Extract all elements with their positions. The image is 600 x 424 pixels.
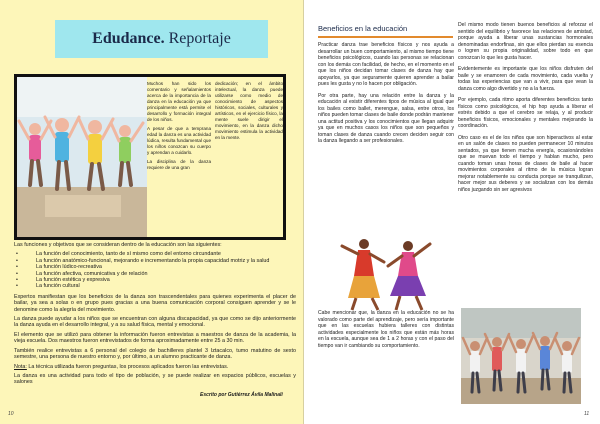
list-item: • La función del conocimiento, tanto de sí mismo como del entorno circundante xyxy=(14,251,296,257)
body-paragraph: Expertos manifiestan que los beneficios de la danza son trascendentales para quienes experimenta el placer de bailar, ya sea a solas o en grupo pues gracias a una buena comunicación corporal consiguen aprender y se le denomine como la alegría del movimiento. xyxy=(14,293,296,313)
closing-paragraph: La danza es una actividad para todo el tipo de población, y se puede realizar en espacios públicos, escuelas y salones xyxy=(14,372,296,386)
body-paragraph: También realice entrevistas a 6 personal del colegio de bachilleres plantel 3 Iztacalco, tumo matutino de sexto semestre, una persona de nuestro entorno y, por último, a un alumno practicante de danza. xyxy=(14,347,296,361)
body-paragraph: Cabe mencionar que, la danza en la educación no se ha valorado como parte del aprendizaje, pero sería importante que en las escuelas hubiera talleres con distintas actividades especialmente los niños que están más horas en la escuela, aunque sea de 1 a 2 horas y con el paso del tiempo van ir cambiando su comportamiento. xyxy=(318,310,454,349)
dancers-photo xyxy=(320,232,450,312)
section-heading: Beneficios en la educación xyxy=(318,24,453,38)
article-paragraph: La disciplina de la danza requiere de una gran xyxy=(147,159,211,170)
functions-list xyxy=(14,251,296,289)
title-sub: Reportaje xyxy=(168,30,231,47)
note-label: Nota: xyxy=(14,363,27,370)
children-dance-class-photo xyxy=(17,77,147,237)
body-paragraph: Del mismo modo tienen buenos beneficios al reforzar el sentido del equilibrio y favorece las relaciones de amistad, porque ayuda a liberar unas sustancias hormonales denominadas endorfinas, sin que ellos pierdan su esencia o logren su propia originalidad, sobre todo en que conozcan lo que les gusta hacer. xyxy=(458,22,593,61)
page-number-right: 11 xyxy=(584,411,590,417)
list-item: • La función estética y expresiva xyxy=(14,277,296,283)
article-paragraph: dedicación; en el ámbito intelectual, la danza puede utilizarse como medio de conocimiento de aspectos históricos, sociales, culturales y artísticos, en el ejercicio físico, la mente suele dirigir el movimiento, en la danza dicho movimiento estimula la actividad en la mente. xyxy=(215,81,283,140)
note-text: La técnica utilizada fueron preguntas, los procesos aplicados fueron las entrevistas. xyxy=(26,363,229,370)
body-paragraph: La danza puede ayudar a los niños que se encuentran con alguna discapacidad, ya que como se dijo anteriormente la danza ayuda en el desarrollo integral, y a su salud física, mental y emocional. xyxy=(14,316,296,329)
functions-intro: Las funciones y objetivos que se consideran dentro de la educación son las siguientes: xyxy=(14,242,222,248)
body-paragraph: Otro caso es el de los niños que son hiperactivos al estar en un salón de clases no pueden permanecer 10 minutos sentados, ya que tienen mucha energía, ocasionándoles que se muevan todo el tiempo y hablan mucho, pero cuando toman unas horas de clases de baile al hacer movimientos corporales al ritmo de la música logran mejorar notablemente su conducta porque se tranquilizan, hacer mejor sus deberes y se socializan con los demás niños juzgando sin ser agresivos xyxy=(458,134,593,193)
title-box xyxy=(55,20,268,58)
body-paragraph: Practicar danza trae beneficios físicos y nos ayuda a desarrollar un buen comportamiento, al mismo tiempo tiene beneficios psicológicos, cuando las personas se relacionan con los demás con facilidad, de hecho, en el momento en el que los niños decidan tomar clases de danza hay que apoyarlos, ya que seguramente quieren aprender a bailar pues les gusta y no lo hacen por obligación. xyxy=(318,42,454,87)
body-paragraph: El elemento que se utilizó para obtener la información fueron entrevistas a maestros de danza de la academia, la vieja escuela. Dos maestros fueron entrevistados de forma aproximadamente entre 25 a 30 min. xyxy=(14,331,296,345)
classroom-dance-photo xyxy=(461,308,581,404)
author-signature: Escrito por Gutiérrez Ávila Malinali xyxy=(200,392,283,398)
article-box xyxy=(14,74,286,240)
page-spine xyxy=(303,0,304,424)
title-main: Edudance. xyxy=(92,30,165,47)
list-item: • La función afectiva, comunicativa y de relación xyxy=(14,271,296,277)
body-paragraph: Por otra parte, hay una relación entre la danza y la educación al existir diferentes tipos de música al igual que los bailes como ballet, merengue, salsa, entre otros, los niños pueden tomar clases de baile donde podrán mantener una actitud positiva y los conocimientos que llegan adquirir ya que en muchos casos los niños que son pequeños y toman clases de danza cuando crecen deciden seguir con la danza llegando a ser profesionales. xyxy=(318,92,454,144)
left-body-text xyxy=(14,242,296,389)
list-item: • La función lúdico-recreativa xyxy=(14,264,296,270)
note-line xyxy=(14,364,296,370)
right-column-1 xyxy=(318,42,454,150)
list-item: • La función anatómico-funcional, mejorando e incrementando la propia capacidad motriz y la salud xyxy=(14,258,296,264)
right-column-2 xyxy=(458,22,593,198)
body-paragraph: Evidentemente es importante que los niños disfruten del baile y se enamoren de cada movimiento, cada vuelta y todas las experiencias que van a vivir, para que vean la danza como algo divertido y no a la fuerza. xyxy=(458,66,593,92)
article-paragraph: A pesar de que a temprana edad la danza es una actividad lúdica, resulta fundamental que los niños conozcan su cuerpo y aprendan a cuidarlo. xyxy=(147,126,211,155)
article-paragraph: Muchos han sido los comentario y señalamientos acerca de la importancia de la danza en la educación ya que principalmente está permite el desarrollo y formación integral de los niños. xyxy=(147,81,211,122)
article-column-a xyxy=(147,81,211,174)
article-column-b xyxy=(215,81,283,141)
body-paragraph: Por ejemplo, cada ritmo aporta diferentes beneficios tanto físicos como psicológicos, el hip hop ayuda a liberar el estrés debido a que el cerebro se relaja, y al producir beneficios físicos, emocionales y mentales mejorando la coordinación. xyxy=(458,97,593,129)
right-column-1-lower xyxy=(318,310,454,349)
page-number-left: 10 xyxy=(8,411,14,417)
list-item: • La función cultural xyxy=(14,283,296,289)
